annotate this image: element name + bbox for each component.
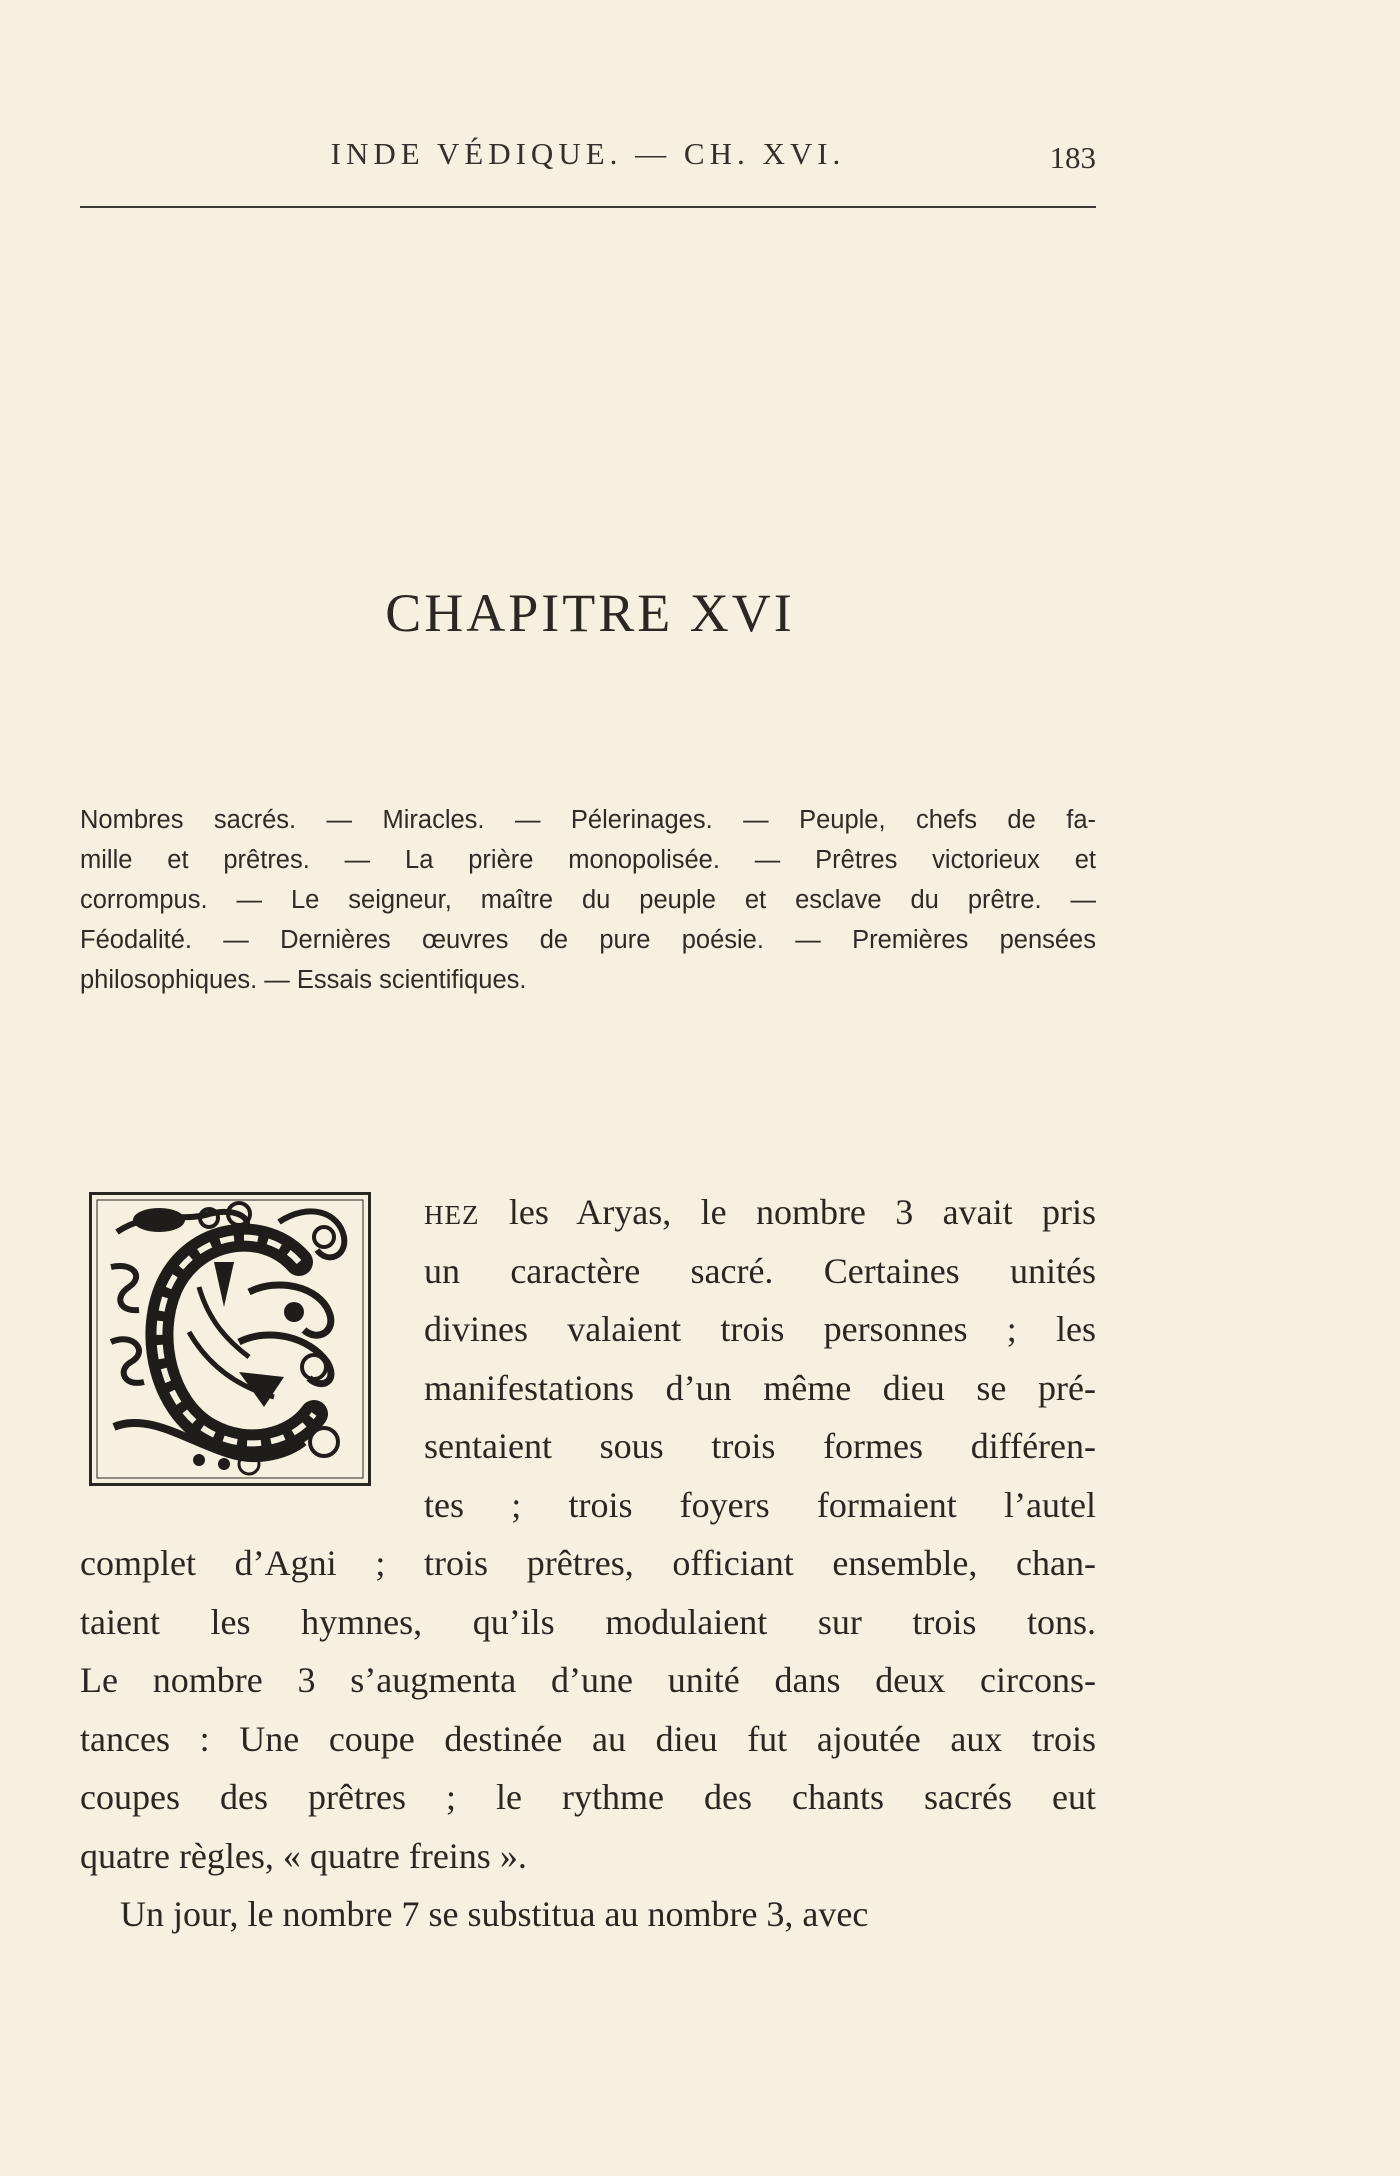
- body-line: taient les hymnes, qu’ils modulaient sur trois tons.: [80, 1601, 1096, 1642]
- chapter-summary: [80, 800, 1096, 1000]
- body-line: manifestations d’un même dieu se pré-: [424, 1367, 1096, 1408]
- running-head: [80, 136, 1096, 180]
- body-line: tes ; trois foyers formaient l’autel: [424, 1484, 1096, 1525]
- dropcap-continuation: HEZ: [424, 1200, 480, 1230]
- summary-line: corrompus. — Le seigneur, maître du peuple et esclave du prêtre. —: [80, 886, 1096, 914]
- running-head-title: INDE VÉDIQUE. — CH. XVI.: [330, 136, 846, 171]
- body-line: un caractère sacré. Certaines unités: [424, 1250, 1096, 1291]
- summary-line: Nombres sacrés. — Miracles. — Pélerinages. — Peuple, chefs de fa-: [80, 806, 1096, 834]
- body-line: coupes des prêtres ; le rythme des chants sacrés eut: [80, 1777, 1096, 1817]
- page-number: 183: [1049, 140, 1096, 175]
- body-line: Le nombre 3 s’augmenta d’une unité dans deux circons-: [80, 1660, 1096, 1700]
- body-line: quatre règles, « quatre freins ».: [80, 1835, 527, 1876]
- body-line: complet d’Agni ; trois prêtres, officiant ensemble, chan-: [80, 1543, 1096, 1583]
- body-line-new-paragraph: Un jour, le nombre 7 se substitua au nombre 3, avec: [120, 1894, 869, 1934]
- chapter-body: [80, 1183, 1096, 1944]
- chapter-title: CHAPITRE XVI: [385, 583, 795, 643]
- summary-line: Féodalité. — Dernières œuvres de pure poésie. — Premières pensées: [80, 926, 1096, 954]
- summary-line: philosophiques. — Essais scientifiques.: [80, 966, 527, 994]
- header-rule: [80, 206, 1096, 208]
- body-line-first: [424, 1183, 1096, 1242]
- body-line: divines valaient trois personnes ; les: [424, 1309, 1096, 1349]
- body-line: tances : Une coupe destinée au dieu fut ajoutée aux trois: [80, 1718, 1096, 1759]
- summary-line: mille et prêtres. — La prière monopolisée. — Prêtres victorieux et: [80, 846, 1096, 874]
- body-line-first-rest: les Aryas, le nombre 3 avait pris: [479, 1192, 1096, 1232]
- body-line: sentaient sous trois formes différen-: [424, 1426, 1096, 1466]
